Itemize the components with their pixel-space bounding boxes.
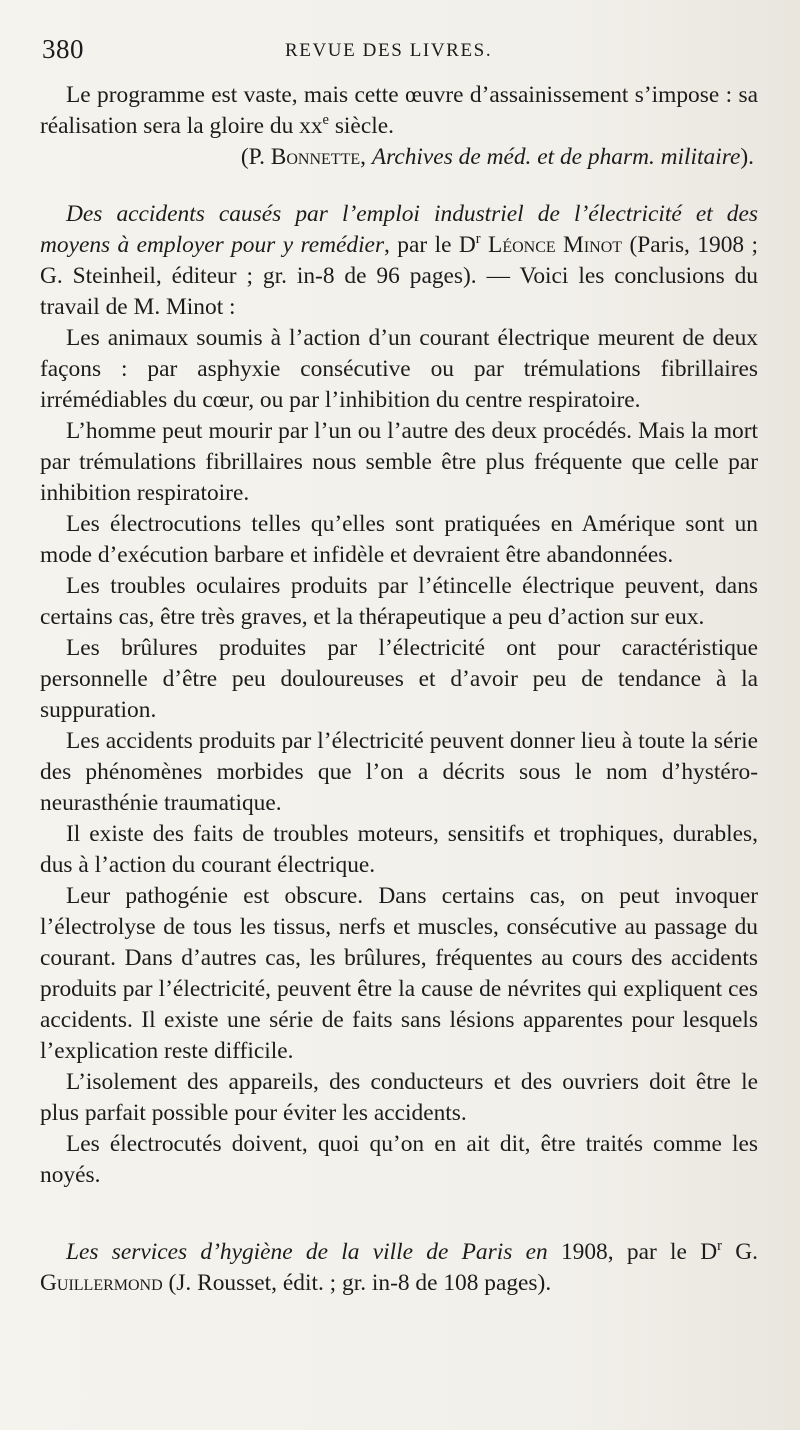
conclusion-paragraph: Les brûlures produites par l’électricité ont pour caractéristique personnelle d’être peu douloureuses et d’avoir peu de tendance à la suppuration.	[40, 635, 758, 723]
page-body	[40, 80, 758, 1299]
conclusion-paragraph: Il existe des faits de troubles moteurs, sensitifs et trophiques, durables, dus à l’action du courant électrique.	[40, 821, 758, 878]
conclusion-paragraph: Les troubles oculaires produits par l’étincelle électrique peuvent, dans certains cas, être très graves, et la thérapeutique a peu d’action sur eux.	[40, 573, 758, 630]
attribution-journal: Archives de méd. et de pharm. militaire	[371, 144, 741, 170]
attribution-author: Bonnette	[270, 144, 361, 170]
book-entry-minot: Des accidents causés par l’emploi industriel de l’électricité et des moyens à employer pour y remédier, par le $D^r$ Léonce Minot (Paris, 1908 ; G. Steinheil, éditeur ; gr. in-8 de 96 pages). — Voici les conclusions du travail de M. Minot :	[40, 201, 758, 320]
conclusion-paragraph: L’isolement des appareils, des conducteurs et des ouvriers doit être le plus parfait possible pour éviter les accidents.	[40, 1069, 758, 1126]
conclusion-paragraph: L’homme peut mourir par l’un ou l’autre des deux procédés. Mais la mort par trémulations fibrillaires nous semble être plus fréquente que celle par inhibition respiratoire.	[40, 418, 758, 506]
book-title: Les services d’hygiène de la ville de Paris en	[66, 1239, 548, 1265]
review-attribution: (P. Bonnette, Archives de méd. et de pharm. militaire).	[240, 144, 754, 170]
closing-paragraph: Le programme est vaste, mais cette œuvre d’assainissement s’impose : sa réalisation sera la gloire du $xx^e$ siècle.	[40, 82, 758, 139]
book-author: G. Guillermond	[40, 1239, 758, 1296]
book-author: Léonce Minot	[488, 232, 623, 258]
book-details: (J. Rousset, édit. ; gr. in-8 de 108 pages).	[162, 1270, 552, 1296]
running-head: REVUE DES LIVRES.	[285, 40, 493, 61]
conclusion-paragraph: Leur pathogénie est obscure. Dans certains cas, on peut invoquer l’électrolyse de tous les tissus, nerfs et muscles, consécutive au passage du courant. Dans d’autres cas, les brûlures, fréquentes au cours des accidents produits par l’électricité, peuvent être la cause de névrites qui expliquent ces accidents. Il existe une série de faits sans lésions apparentes pour lesquels l’explication reste difficile.	[40, 883, 758, 1064]
book-entry-guillermond: Les services d’hygiène de la ville de Paris en 1908, par le $D^r$ G. Guillermond (J. Rousset, édit. ; gr. in-8 de 108 pages).	[40, 1238, 758, 1296]
page-header	[40, 30, 760, 70]
page-number: 380	[42, 34, 84, 64]
book-title: Des accidents causés par l’emploi industriel de l’électricité et des moyens à employer pour y remédier	[40, 201, 758, 258]
conclusion-paragraph: Les accidents produits par l’électricité peuvent donner lieu à toute la série des phénomènes morbides que l’on a décrits sous le nom d’hystéro-neurasthénie traumatique.	[40, 728, 758, 816]
book-details: (Paris, 1908 ; G. Steinheil, éditeur ; gr. in-8 de 96 pages). — Voici les conclusions du travail de M. Minot :	[40, 232, 758, 320]
conclusion-paragraph: Les animaux soumis à l’action d’un courant électrique meurent de deux façons : par asphyxie consécutive ou par trémulations fibrillaires irrémédiables du cœur, ou par l’inhibition du centre respiratoire.	[40, 325, 758, 413]
conclusion-paragraph: Les électrocutés doivent, quoi qu’on en ait dit, être traités comme les noyés.	[40, 1131, 758, 1188]
conclusion-paragraph: Les électrocutions telles qu’elles sont pratiquées en Amérique sont un mode d’exécution barbare et infidèle et devraient être abandonnées.	[40, 511, 758, 568]
